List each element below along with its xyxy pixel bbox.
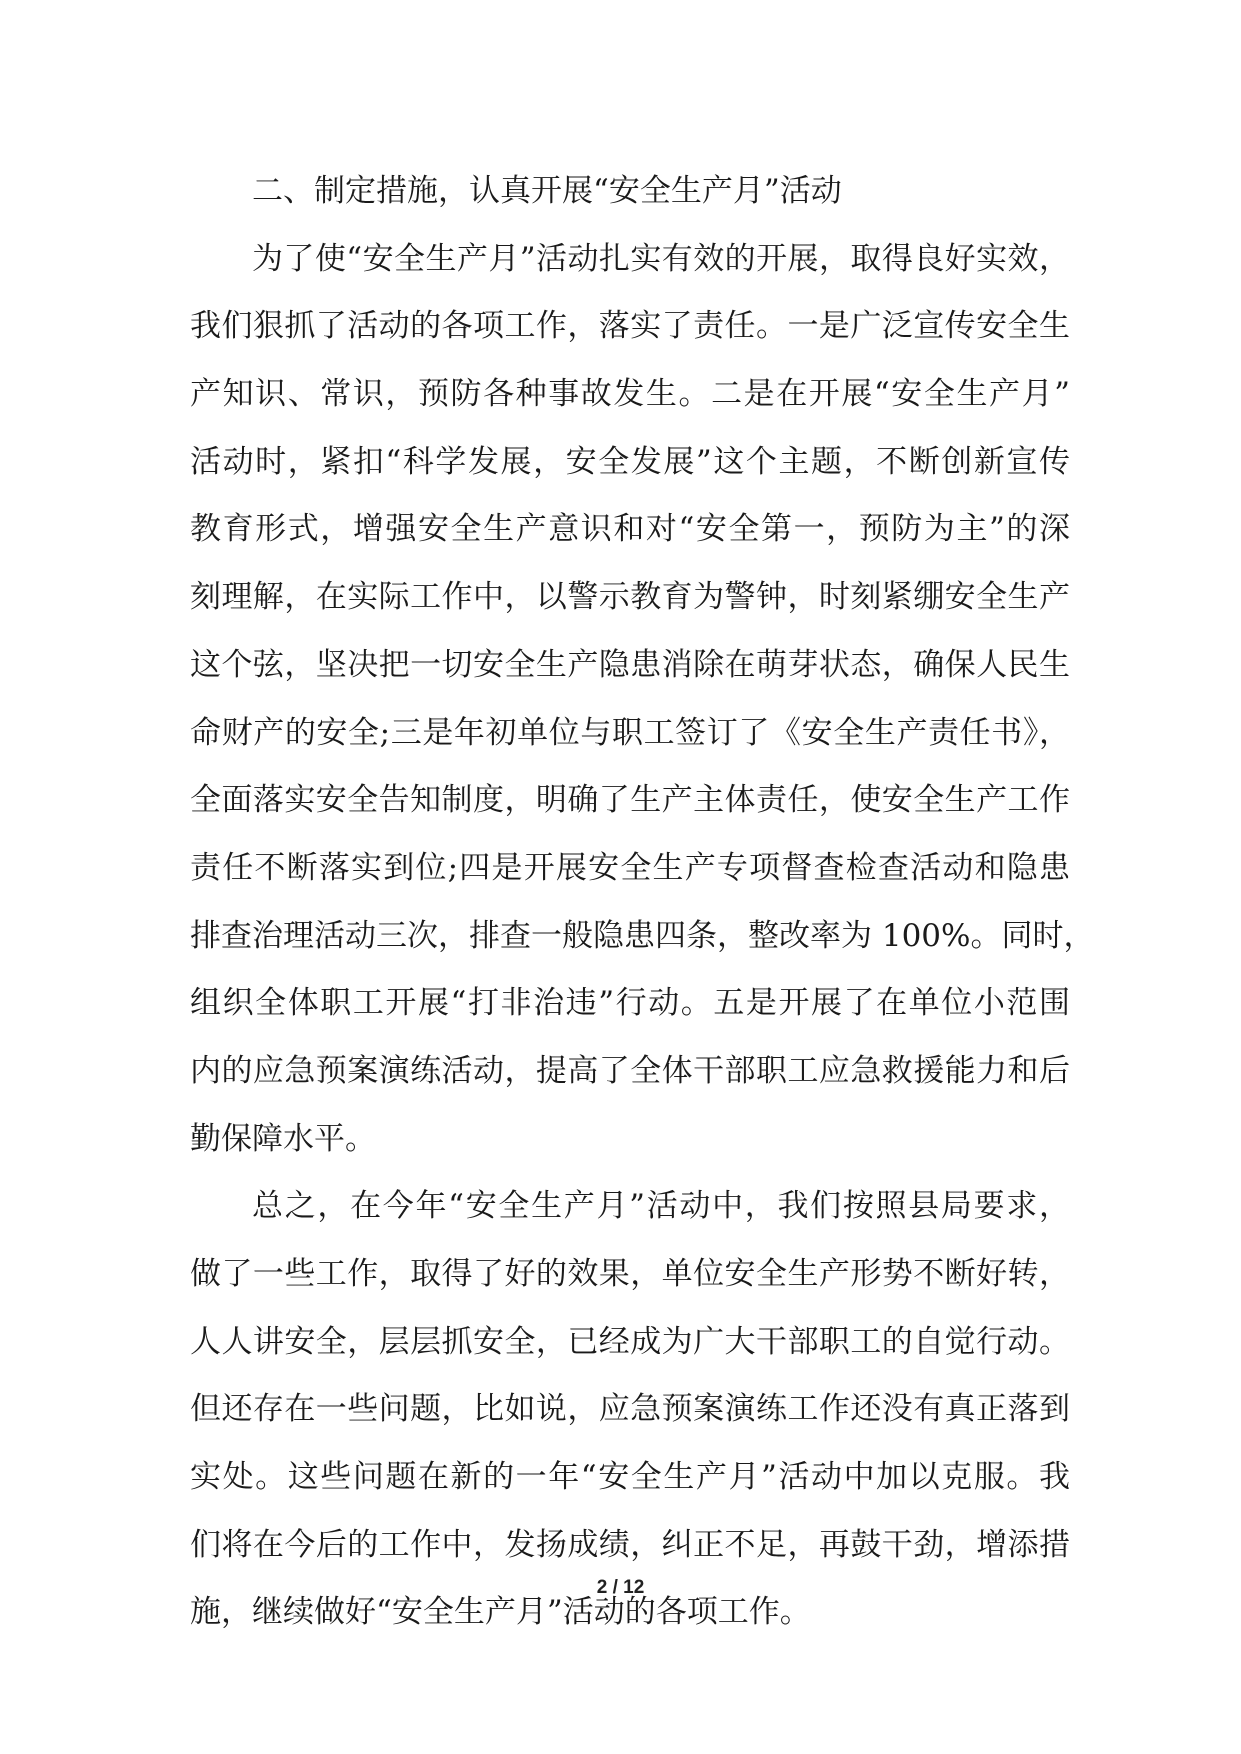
text-line: 施，继续做好“安全生产月”活动的各项工作。 [190, 1594, 811, 1631]
text-line: 我们狠抓了活动的各项工作，落实了责任。一是广泛宣传安全生 [190, 308, 1070, 345]
text-line: 为了使“安全生产月”活动扎实有效的开展，取得良好实效， [252, 240, 1070, 277]
text-line: 全面落实安全告知制度，明确了生产主体责任，使安全生产工作 [190, 782, 1070, 819]
text-line: 人人讲安全，层层抓安全，已经成为广大干部职工的自觉行动。 [190, 1323, 1070, 1360]
text-line: 们将在今后的工作中，发扬成绩，纠正不足，再鼓干劲，增添措 [190, 1526, 1070, 1563]
text-line: 但还存在一些问题，比如说，应急预案演练工作还没有真正落到 [190, 1391, 1070, 1428]
text-line: 刻理解，在实际工作中，以警示教育为警钟，时刻紧绷安全生产 [190, 579, 1070, 616]
text-line: 排查治理活动三次，排查一般隐患四条，整改率为 100%。同时， [190, 917, 1095, 954]
text-line: 活动时，紧扣“科学发展，安全发展”这个主题，不断创新宣传 [190, 443, 1070, 480]
text-line: 产知识、常识，预防各种事故发生。二是在开展“安全生产月” [190, 376, 1070, 413]
text-line: 命财产的安全;三是年初单位与职工签订了《安全生产责任书》， [190, 714, 1070, 751]
text-line: 责任不断落实到位;四是开展安全生产专项督查检查活动和隐患 [190, 849, 1070, 886]
text-line: 实处。这些问题在新的一年“安全生产月”活动中加以克服。我 [190, 1459, 1070, 1496]
text-line: 这个弦，坚决把一切安全生产隐患消除在萌芽状态，确保人民生 [190, 646, 1070, 683]
document-body [190, 158, 1095, 1647]
page-number: 2 / 12 [596, 1577, 645, 1598]
text-line: 做了一些工作，取得了好的效果，单位安全生产形势不断好转， [190, 1256, 1070, 1292]
text-line: 内的应急预案演练活动，提高了全体干部职工应急救援能力和后 [190, 1052, 1070, 1089]
text-line: 总之，在今年“安全生产月”活动中，我们按照县局要求， [252, 1188, 1070, 1225]
text-line: 组织全体职工开展“打非治违”行动。五是开展了在单位小范围 [190, 985, 1070, 1022]
text-line: 教育形式，增强安全生产意识和对“安全第一，预防为主”的深 [190, 511, 1070, 548]
text-line: 二、制定措施，认真开展“安全生产月”活动 [252, 173, 842, 209]
text-line: 勤保障水平。 [190, 1120, 376, 1157]
